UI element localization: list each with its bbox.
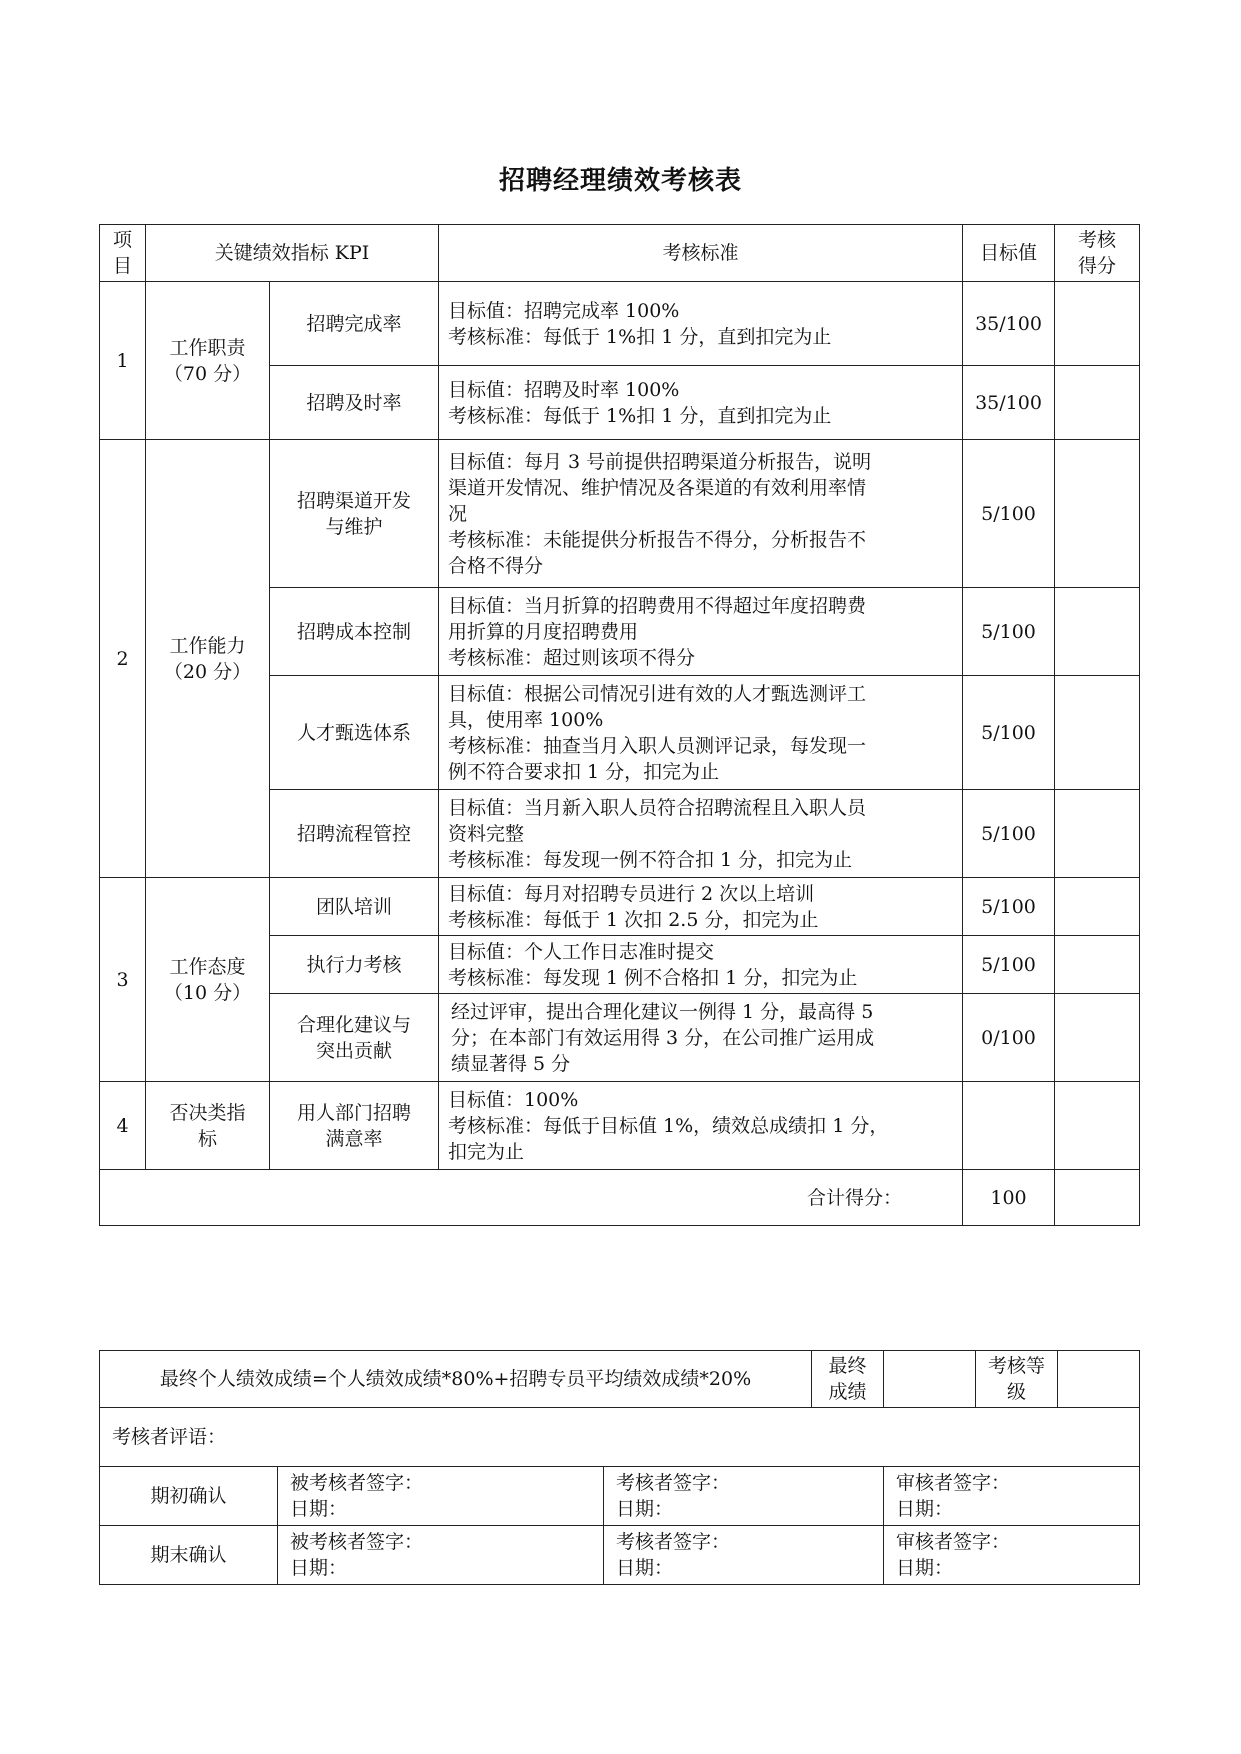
indicator-cell: 执行力考核 <box>270 936 439 994</box>
confirm-label: 期末确认 <box>100 1526 278 1585</box>
indicator-cell: 招聘渠道开发 与维护 <box>270 440 439 588</box>
total-empty <box>1055 1170 1140 1226</box>
standard-cell: 目标值：招聘完成率 100% 考核标准：每低于 1%扣 1 分，直到扣完为止 <box>439 282 963 366</box>
target-cell: 5/100 <box>963 878 1055 936</box>
kpi-table <box>99 224 1140 1226</box>
grade-value[interactable] <box>1058 1351 1140 1408</box>
total-value: 100 <box>963 1170 1055 1226</box>
standard-cell: 目标值：每月对招聘专员进行 2 次以上培训 考核标准：每低于 1 次扣 2.5 分，扣完为止 <box>439 878 963 936</box>
standard-cell: 目标值：个人工作日志准时提交 考核标准：每发现 1 例不合格扣 1 分，扣完为止 <box>439 936 963 994</box>
target-cell: 5/100 <box>963 936 1055 994</box>
indicator-cell: 招聘流程管控 <box>270 790 439 878</box>
indicator-cell: 招聘及时率 <box>270 366 439 440</box>
header-score: 考核 得分 <box>1055 225 1140 282</box>
target-cell: 0/100 <box>963 994 1055 1082</box>
target-cell: 5/100 <box>963 676 1055 790</box>
standard-cell: 目标值：招聘及时率 100% 考核标准：每低于 1%扣 1 分，直到扣完为止 <box>439 366 963 440</box>
target-cell <box>963 1082 1055 1170</box>
indicator-cell: 人才甄选体系 <box>270 676 439 790</box>
final-table <box>99 1350 1140 1585</box>
standard-cell: 目标值：当月折算的招聘费用不得超过年度招聘费 用折算的月度招聘费用 考核标准：超过则该项不得分 <box>439 588 963 676</box>
category-cell: 否决类指 标 <box>146 1082 270 1170</box>
score-cell[interactable] <box>1055 878 1140 936</box>
confirm-row-start <box>100 1467 1140 1526</box>
indicator-cell: 团队培训 <box>270 878 439 936</box>
assessor-signature[interactable]: 考核者签字： 日期： <box>604 1526 884 1585</box>
table-row <box>100 440 1140 588</box>
page-title: 招聘经理绩效考核表 <box>498 166 742 196</box>
target-cell: 35/100 <box>963 366 1055 440</box>
assessee-signature[interactable]: 被考核者签字： 日期： <box>278 1526 604 1585</box>
category-cell: 工作职责 （70 分） <box>146 282 270 440</box>
score-cell[interactable] <box>1055 440 1140 588</box>
header-kpi: 关键绩效指标 KPI <box>146 225 439 282</box>
indicator-cell: 合理化建议与 突出贡献 <box>270 994 439 1082</box>
final-score-row <box>100 1351 1140 1408</box>
total-label: 合计得分： <box>100 1170 963 1226</box>
target-cell: 5/100 <box>963 588 1055 676</box>
table-row <box>100 282 1140 366</box>
score-cell[interactable] <box>1055 1082 1140 1170</box>
standard-cell: 目标值：每月 3 号前提供招聘渠道分析报告，说明 渠道开发情况、维护情况及各渠道的有效利用率情 况 考核标准：未能提供分析报告不得分，分析报告不 合格不得分 <box>439 440 963 588</box>
confirm-label: 期初确认 <box>100 1467 278 1526</box>
header-item: 项 目 <box>100 225 146 282</box>
score-cell[interactable] <box>1055 936 1140 994</box>
indicator-cell: 招聘完成率 <box>270 282 439 366</box>
table-header-row <box>100 225 1140 282</box>
comment-field[interactable]: 考核者评语： <box>100 1408 1140 1467</box>
target-cell: 35/100 <box>963 282 1055 366</box>
score-cell[interactable] <box>1055 366 1140 440</box>
standard-cell: 目标值：当月新入职人员符合招聘流程且入职人员 资料完整 考核标准：每发现一例不符合扣 1 分，扣完为止 <box>439 790 963 878</box>
final-formula: 最终个人绩效成绩=个人绩效成绩*80%+招聘专员平均绩效成绩*20% <box>100 1351 812 1408</box>
table-row <box>100 878 1140 936</box>
reviewer-signature[interactable]: 审核者签字： 日期： <box>884 1526 1140 1585</box>
confirm-row-end <box>100 1526 1140 1585</box>
target-cell: 5/100 <box>963 790 1055 878</box>
assessee-signature[interactable]: 被考核者签字： 日期： <box>278 1467 604 1526</box>
item-number: 4 <box>100 1082 146 1170</box>
comment-row <box>100 1408 1140 1467</box>
reviewer-signature[interactable]: 审核者签字： 日期： <box>884 1467 1140 1526</box>
standard-cell: 经过评审，提出合理化建议一例得 1 分，最高得 5 分；在本部门有效运用得 3 分，在公司推广运用成 绩显著得 5 分 <box>439 994 963 1082</box>
category-cell: 工作能力 （20 分） <box>146 440 270 878</box>
standard-cell: 目标值：100% 考核标准：每低于目标值 1%，绩效总成绩扣 1 分， 扣完为止 <box>439 1082 963 1170</box>
standard-cell: 目标值：根据公司情况引进有效的人才甄选测评工 具，使用率 100% 考核标准：抽查当月入职人员测评记录，每发现一 例不符合要求扣 1 分，扣完为止 <box>439 676 963 790</box>
item-number: 2 <box>100 440 146 878</box>
score-cell[interactable] <box>1055 994 1140 1082</box>
score-cell[interactable] <box>1055 790 1140 878</box>
header-target: 目标值 <box>963 225 1055 282</box>
item-number: 1 <box>100 282 146 440</box>
indicator-cell: 招聘成本控制 <box>270 588 439 676</box>
grade-label: 考核等 级 <box>976 1351 1058 1408</box>
target-cell: 5/100 <box>963 440 1055 588</box>
score-cell[interactable] <box>1055 588 1140 676</box>
item-number: 3 <box>100 878 146 1082</box>
assessor-signature[interactable]: 考核者签字： 日期： <box>604 1467 884 1526</box>
table-row <box>100 1082 1140 1170</box>
final-score-label: 最终 成绩 <box>812 1351 884 1408</box>
score-cell[interactable] <box>1055 676 1140 790</box>
final-score-value[interactable] <box>884 1351 976 1408</box>
total-row <box>100 1170 1140 1226</box>
indicator-cell: 用人部门招聘 满意率 <box>270 1082 439 1170</box>
score-cell[interactable] <box>1055 282 1140 366</box>
category-cell: 工作态度 （10 分） <box>146 878 270 1082</box>
header-standard: 考核标准 <box>439 225 963 282</box>
